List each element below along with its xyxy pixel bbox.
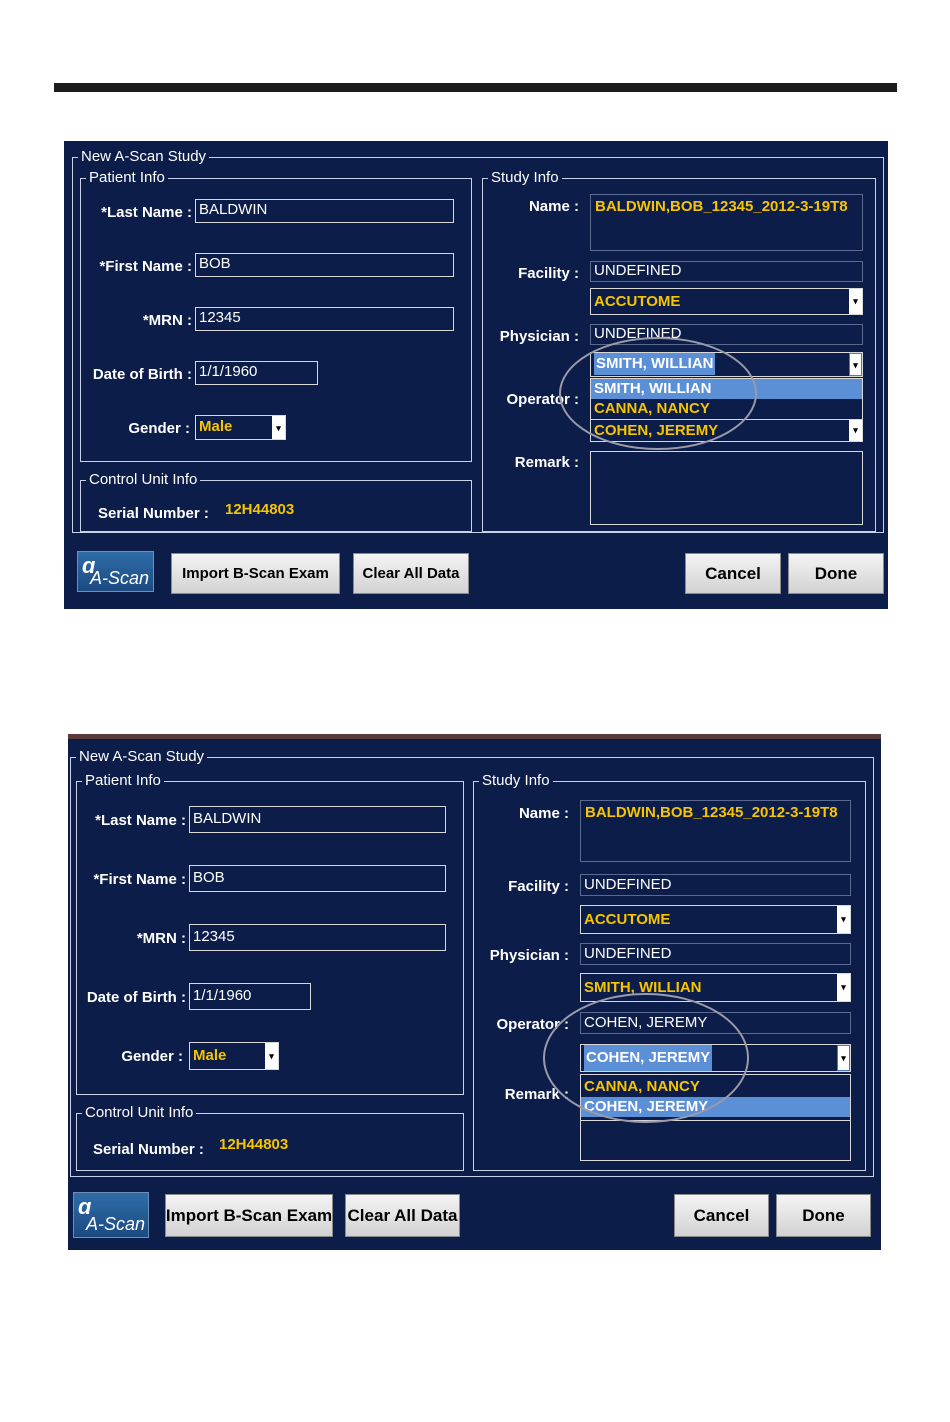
physician-select[interactable] [590,352,863,377]
operator-select[interactable] [580,1044,851,1072]
remark-label: Remark : [514,454,579,471]
logo-icon: ɑ [82,553,96,578]
control-unit-legend: Control Unit Info [86,471,200,489]
first-name-input[interactable]: BOB [195,253,454,277]
chevron-down-icon[interactable]: ▾ [849,289,862,314]
first-name-label: *First Name : [93,871,186,888]
chevron-down-icon[interactable]: ▾ [849,353,862,376]
facility-select[interactable] [580,905,851,934]
last-name-label: *Last Name : [95,812,186,829]
serial-number-value: 12H44803 [225,501,295,518]
study-info-legend: Study Info [479,772,553,790]
dialog-title: New A-Scan Study [78,148,209,166]
operator-current-value: COHEN, JEREMY [580,1012,851,1034]
done-button[interactable]: Done [788,553,884,594]
mrn-label: *MRN : [142,312,192,329]
logo-text: A-Scan [86,1214,146,1234]
physician-label: Physician : [499,328,579,345]
facility-current-value: UNDEFINED [590,261,863,282]
page-header-rule [54,83,897,92]
done-button[interactable]: Done [776,1194,871,1237]
dob-label: Date of Birth : [92,366,192,383]
study-name-label: Name : [528,198,579,215]
cancel-button[interactable]: Cancel [674,1194,769,1237]
operator-select[interactable] [590,419,863,442]
control-unit-legend: Control Unit Info [82,1104,196,1122]
import-b-scan-button[interactable]: Import B-Scan Exam [171,553,340,594]
import-b-scan-button[interactable]: Import B-Scan Exam [165,1194,333,1237]
serial-number-label: Serial Number : [98,505,209,522]
operator-label: Operator : [506,391,579,408]
remark-input[interactable] [590,451,863,525]
study-name-value: BALDWIN,BOB_12345_2012-3-19T8 [580,800,851,862]
facility-label: Facility : [518,265,579,282]
gender-value: Male [199,418,233,435]
mrn-label: *MRN : [136,930,186,947]
physician-select[interactable] [580,973,851,1002]
gender-label: Gender : [121,1048,183,1065]
physician-option[interactable]: CANNA, NANCY [594,400,710,417]
physician-options-list [590,378,863,420]
facility-select[interactable] [590,288,863,315]
operator-select-value: COHEN, JEREMY [594,422,719,439]
operator-options-list [580,1074,851,1121]
logo-icon: ɑ [78,1194,92,1219]
facility-select-value: ACCUTOME [584,911,671,928]
dob-input[interactable]: 1/1/1960 [195,361,318,385]
gender-select[interactable] [189,1042,279,1070]
physician-current-value: UNDEFINED [590,324,863,345]
facility-current-value: UNDEFINED [580,874,851,896]
chevron-down-icon[interactable]: ▾ [849,420,862,441]
chevron-down-icon[interactable]: ▾ [837,906,850,933]
chevron-down-icon[interactable]: ▾ [837,974,850,1001]
serial-number-label: Serial Number : [93,1141,204,1158]
gender-select[interactable] [195,415,286,440]
gender-value: Male [193,1047,227,1064]
a-scan-logo [77,551,154,592]
last-name-input[interactable]: BALDWIN [189,806,446,833]
remark-label: Remark : [504,1086,569,1103]
facility-label: Facility : [508,878,569,895]
dob-input[interactable]: 1/1/1960 [189,983,311,1010]
last-name-input[interactable]: BALDWIN [195,199,454,223]
physician-current-value: UNDEFINED [580,943,851,965]
clear-all-data-button[interactable]: Clear All Data [345,1194,460,1237]
dob-label: Date of Birth : [86,989,186,1006]
operator-option[interactable]: CANNA, NANCY [584,1078,700,1095]
first-name-label: *First Name : [99,258,192,275]
physician-select-value: SMITH, WILLIAN [594,353,715,375]
operator-label: Operator : [496,1016,569,1033]
patient-info-legend: Patient Info [82,772,164,790]
dialog-title: New A-Scan Study [76,748,207,766]
mrn-input[interactable]: 12345 [195,307,454,331]
chevron-down-icon[interactable]: ▾ [837,1045,850,1071]
first-name-input[interactable]: BOB [189,865,446,892]
operator-select-value: COHEN, JEREMY [584,1045,712,1071]
screenshot-operator-dropdown [68,734,881,1250]
a-scan-logo [73,1192,149,1238]
chevron-down-icon[interactable]: ▾ [265,1043,278,1069]
cancel-button[interactable]: Cancel [685,553,781,594]
mrn-input[interactable]: 12345 [189,924,446,951]
screenshot-physician-dropdown [64,141,888,609]
gender-label: Gender : [128,420,190,437]
physician-option[interactable]: SMITH, WILLIAN [591,379,862,399]
logo-text: A-Scan [90,568,150,588]
study-name-label: Name : [518,805,569,822]
facility-select-value: ACCUTOME [594,293,681,310]
physician-select-value: SMITH, WILLIAN [584,979,702,996]
patient-info-legend: Patient Info [86,169,168,187]
serial-number-value: 12H44803 [219,1136,289,1153]
chevron-down-icon[interactable]: ▾ [272,416,285,439]
clear-all-data-button[interactable]: Clear All Data [353,553,469,594]
study-info-legend: Study Info [488,169,562,187]
study-name-value: BALDWIN,BOB_12345_2012-3-19T8 [590,194,863,251]
operator-option[interactable]: COHEN, JEREMY [581,1097,850,1117]
last-name-label: *Last Name : [101,204,192,221]
physician-label: Physician : [489,947,569,964]
